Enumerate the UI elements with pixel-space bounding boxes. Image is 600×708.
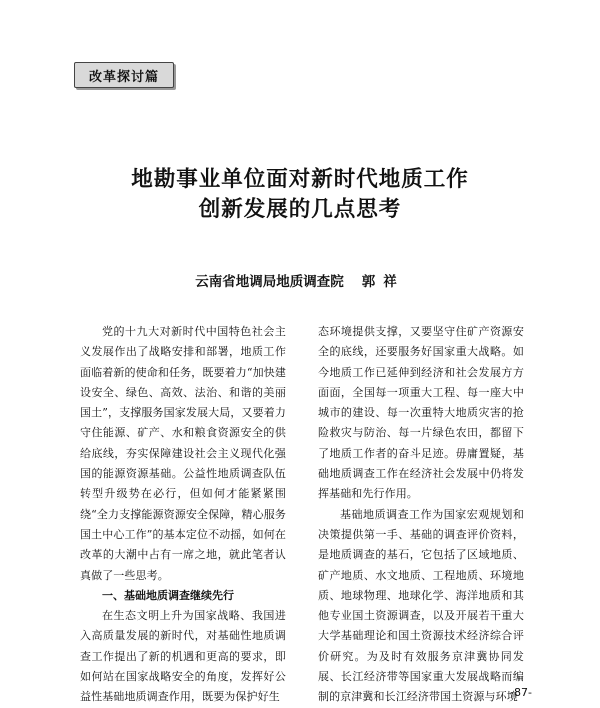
paragraph: 基础地质调查工作为国家宏观规划和决策提供第一手、基础的调查评价资料，是地质调查的基石，它包括了区域地质、矿产地质、水文地质、工程地质、环境地质、地球物理、地球化学、海洋地质和其他专业国土资源调查，以及开展若干重大大学基础理论和国土资源技术经济综合评价研究。为及时有效服务京津冀协同发展、长江经济带等国家重大发展战略而编制的京津冀和长江经济带国土资源与环境 (318, 507, 524, 704)
section-heading: 一、基础地质调查继续先行 (102, 588, 234, 602)
left-column (80, 322, 286, 708)
paragraph: 在生态文明上升为国家战略、我国进入高质量发展的新时代，对基础性地质调查工作提出了新的机遇和更高的要求，即如何站在国家战略安全的角度，发挥好公益性基础地质调查作用，既要为保护好生 (80, 609, 286, 704)
page-number: -87- (510, 686, 532, 699)
paragraph: 党的十九大对新时代中国特色社会主义发展作出了战略安排和部署，地质工作面临着新的使命和任务，既要着力“加快建设安全、绿色、高效、法治、和谐的美丽国土”，支撑服务国家发展大局，又要着力守住能源、矿产、水和粮食资源安全的供给底线，夯实保障建设社会主义现代化强国的能源资源基础。公益性地质调查队伍转型升级势在必行，但如何才能紧紧围绕“全力支撑能源资源安全保障，精心服务国土中心工作”的基本定位不动摇，如何在改革的大潮中占有一席之地，就此笔者认真做了一些思考。 (80, 325, 286, 582)
section-tag: 改革探讨篇 (74, 62, 174, 88)
author-affiliation: 云南省地调局地质调查院 (195, 274, 344, 290)
author-name: 郭祥 (361, 274, 405, 290)
paragraph: 态环境提供支撑，又要坚守住矿产资源安全的底线，还要服务好国家重大战略。如今地质工作已延伸到经济和社会发展方方面面，全国每一项重大工程、每一座大中城市的建设、每一次重特大地质灾害的抢险救灾与防治、每一片绿色农田，都留下了地质工作者的奋斗足迹。毋庸置疑，基础地质调查工作在经济社会发展中仍将发挥基础和先行作用。 (318, 325, 524, 501)
article-title-line1: 地勘事业单位面对新时代地质工作 (131, 167, 469, 192)
article-title-line2: 创新发展的几点思考 (198, 197, 402, 222)
right-column (318, 322, 524, 708)
byline (0, 270, 600, 290)
